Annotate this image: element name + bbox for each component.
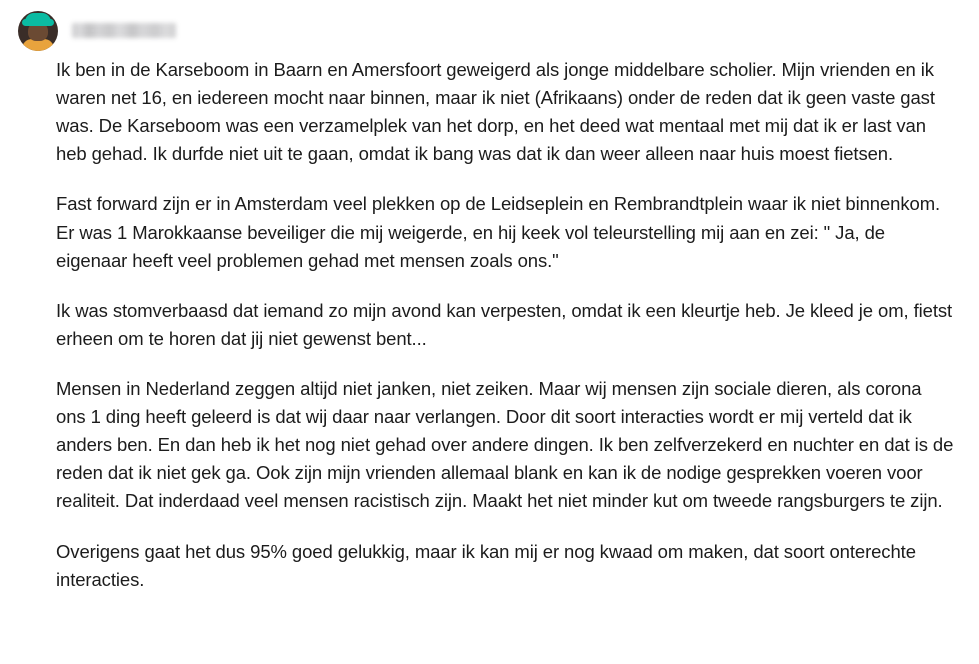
post-paragraph: Ik ben in de Karseboom in Baarn en Amersfoort geweigerd als jonge middelbare scholier. Mijn vrienden en ik waren net 16, en iedereen mocht naar binnen, maar ik niet (Afrikaans) onder de reden dat ik geen vaste gast was. De Karseboom was een verzamelplek van het dorp, en het deed wat mentaal met mij dat ik er last van heb gehad. Ik durfde niet uit te gaan, omdat ik bang was dat ik dan weer alleen naar huis moest fietsen. xyxy=(56,59,935,165)
post-paragraph: Ik was stomverbaasd dat iemand zo mijn avond kan verpesten, omdat ik een kleurtje heb. Je kleed je om, fietst erheen om te horen dat jij niet gewenst bent... xyxy=(56,299,953,349)
post-body xyxy=(0,52,979,594)
post-header xyxy=(0,0,979,52)
author-name-redacted[interactable] xyxy=(72,23,176,38)
post-paragraph: Fast forward zijn er in Amsterdam veel plekken op de Leidseplein en Rembrandtplein waar ik niet binnenkom. Er was 1 Marokkaanse beveiliger die mij weigerde, en hij keek vol teleurstelling mij aan en zei: " Ja, de eigenaar heeft veel problemen gehad met mensen zoals ons." xyxy=(56,193,941,271)
avatar-hair xyxy=(25,13,51,26)
post-paragraph: Mensen in Nederland zeggen altijd niet janken, niet zeiken. Maar wij mensen zijn sociale dieren, als corona ons 1 ding heeft geleerd is dat wij daar naar verlangen. Door dit soort interacties wordt er mij verteld dat ik anders ben. En dan heb ik het nog niet gehad over andere dingen. Ik ben zelfverzekerd en nuchter en dat is de reden dat ik niet gek ga. Ook zijn mijn vrienden allemaal blank en kan ik de nodige gesprekken voeren voor realiteit. Dat inderdaad veel mensen racistisch zijn. Maakt het niet minder kut om tweede rangsburgers te zijn. xyxy=(56,377,954,512)
user-avatar-icon[interactable] xyxy=(18,11,58,51)
post-paragraph: Overigens gaat het dus 95% goed gelukkig, maar ik kan mij er nog kwaad om maken, dat soort onterechte interacties. xyxy=(56,540,916,590)
